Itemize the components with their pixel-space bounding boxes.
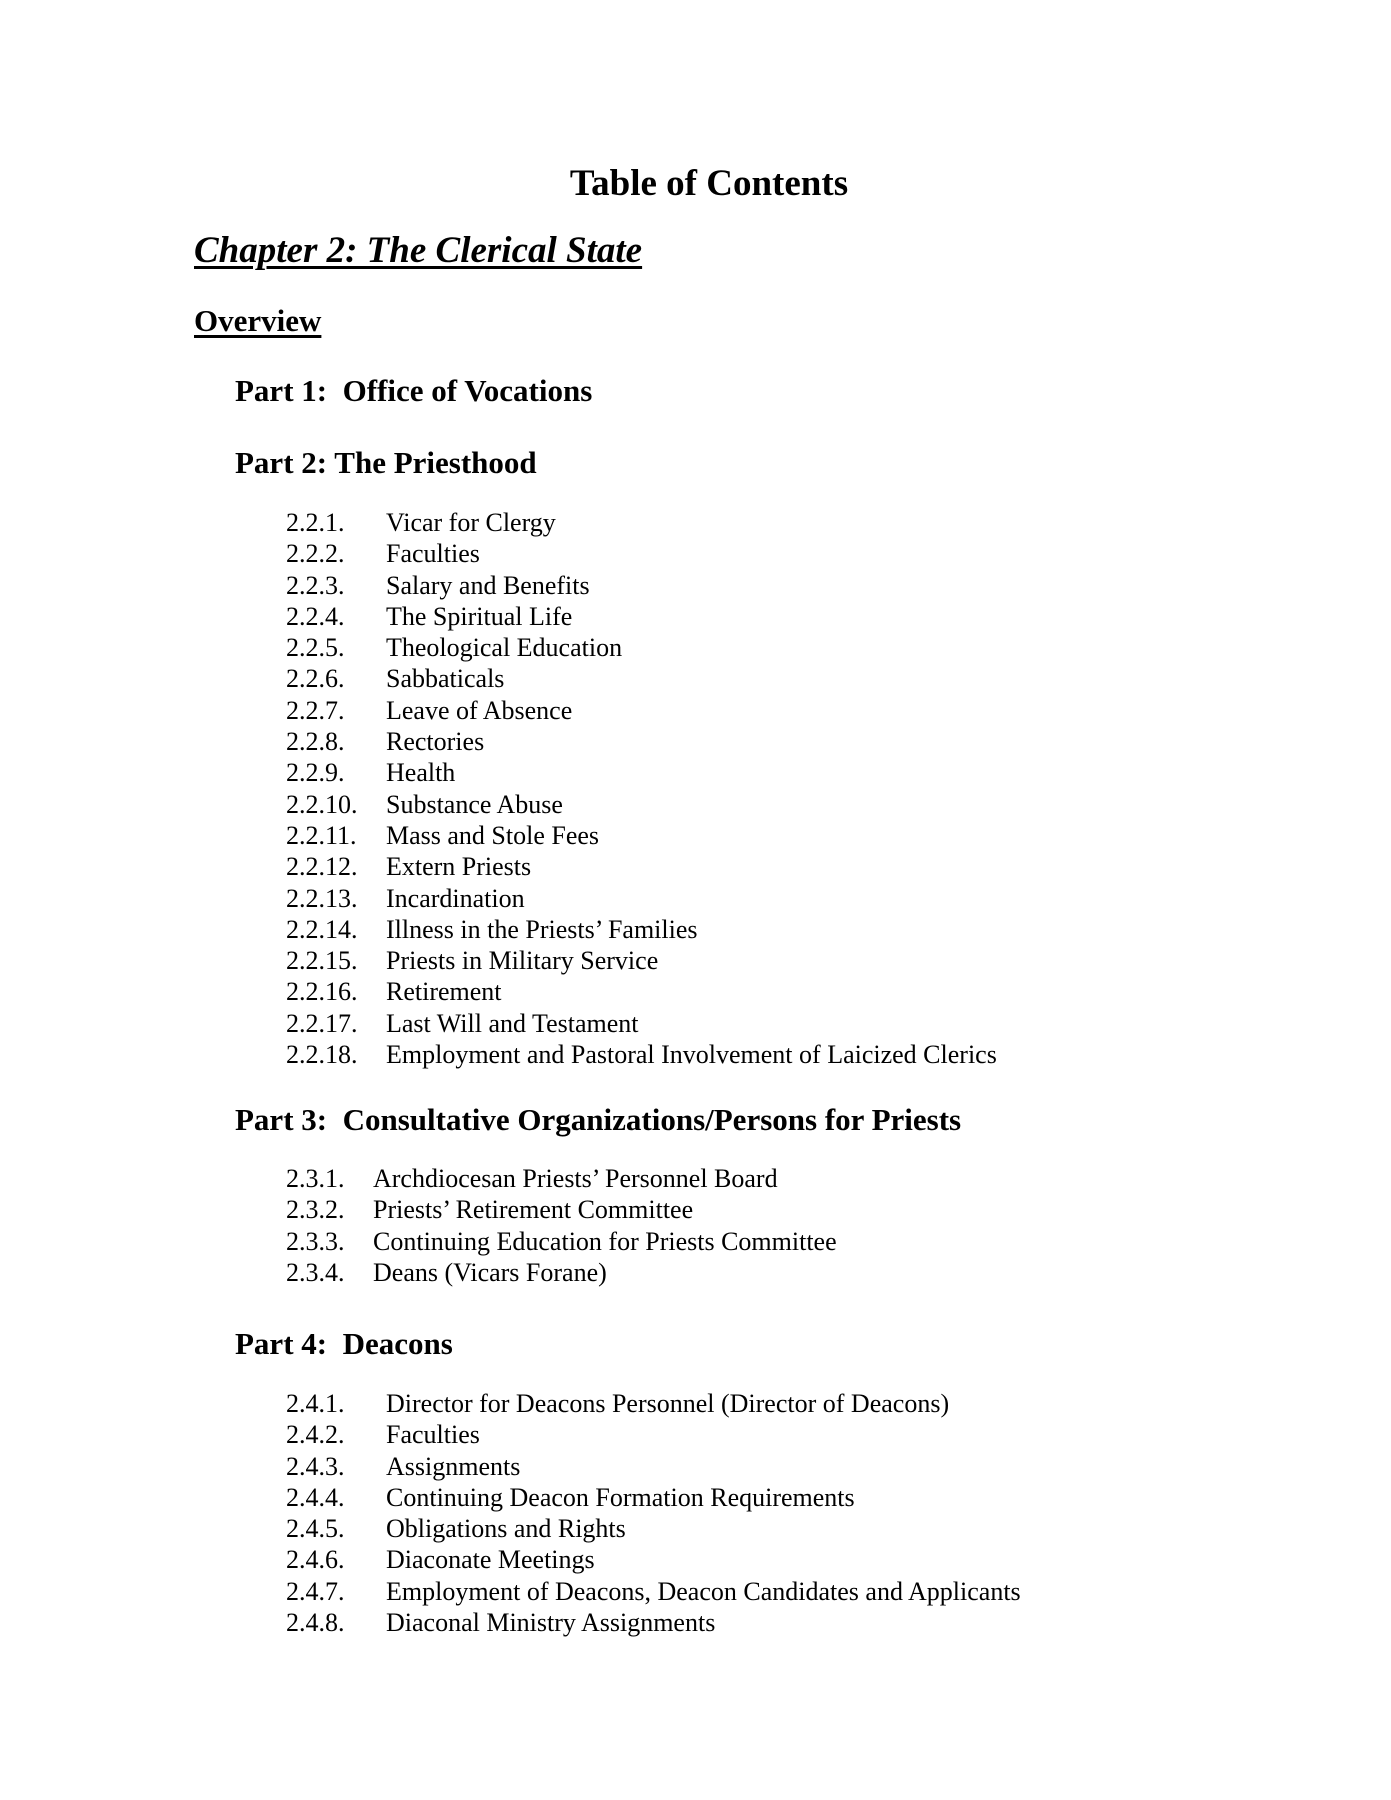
- toc-item: 2.2.17. Last Will and Testament: [286, 1008, 639, 1038]
- toc-item: 2.4.4. Continuing Deacon Formation Requirements: [286, 1482, 855, 1512]
- part-3-heading: Part 3: Consultative Organizations/Persons for Priests: [235, 1102, 962, 1137]
- toc-item: 2.4.5. Obligations and Rights: [286, 1514, 626, 1544]
- part-2-list: [286, 507, 997, 1070]
- toc-item: 2.2.2. Faculties: [286, 539, 480, 569]
- toc-item: 2.3.1. Archdiocesan Priests’ Personnel Board: [286, 1164, 778, 1193]
- toc-item: 2.2.6. Sabbaticals: [286, 664, 505, 694]
- toc-item: 2.3.2. Priests’ Retirement Committee: [286, 1195, 694, 1225]
- toc-item: 2.2.1. Vicar for Clergy: [286, 508, 556, 537]
- toc-item: 2.3.4. Deans (Vicars Forane): [286, 1257, 607, 1287]
- part-3-list: [286, 1163, 837, 1288]
- toc-item: 2.4.7. Employment of Deacons, Deacon Candidates and Applicants: [286, 1576, 1021, 1606]
- toc-item: 2.2.8. Rectories: [286, 727, 485, 757]
- toc-item: 2.3.3. Continuing Education for Priests Committee: [286, 1226, 837, 1256]
- toc-item: 2.4.1. Director for Deacons Personnel (Director of Deacons): [286, 1389, 950, 1418]
- chapter-heading: Chapter 2: The Clerical State: [194, 230, 643, 271]
- toc-item: 2.2.18. Employment and Pastoral Involvement of Laicized Clerics: [286, 1040, 997, 1070]
- toc-item: 2.2.16. Retirement: [286, 977, 502, 1007]
- overview-heading: Overview: [194, 303, 322, 338]
- toc-item: 2.4.3. Assignments: [286, 1451, 521, 1481]
- toc-item: 2.4.8. Diaconal Ministry Assignments: [286, 1608, 716, 1638]
- toc-item: 2.2.5. Theological Education: [286, 633, 623, 663]
- toc-item: 2.2.13. Incardination: [286, 883, 525, 913]
- part-4-list: [286, 1388, 1021, 1638]
- toc-item: 2.2.15. Priests in Military Service: [286, 946, 659, 976]
- toc-item: 2.2.12. Extern Priests: [286, 852, 532, 882]
- toc-item: 2.2.11. Mass and Stole Fees: [286, 820, 600, 850]
- page-title: Table of Contents: [569, 163, 849, 204]
- toc-item: 2.2.9. Health: [286, 758, 456, 788]
- toc-item: 2.4.2. Faculties: [286, 1420, 480, 1450]
- toc-item: 2.2.14. Illness in the Priests’ Families: [286, 914, 698, 944]
- part-2-heading: Part 2: The Priesthood: [235, 445, 537, 480]
- toc-item: 2.2.4. The Spiritual Life: [286, 601, 573, 631]
- part-4-heading: Part 4: Deacons: [235, 1326, 453, 1361]
- part-1-heading: Part 1: Office of Vocations: [235, 373, 593, 408]
- toc-item: 2.2.7. Leave of Absence: [286, 695, 573, 725]
- toc-item: 2.4.6. Diaconate Meetings: [286, 1545, 595, 1575]
- toc-item: 2.2.3. Salary and Benefits: [286, 570, 590, 600]
- toc-item: 2.2.10. Substance Abuse: [286, 789, 563, 819]
